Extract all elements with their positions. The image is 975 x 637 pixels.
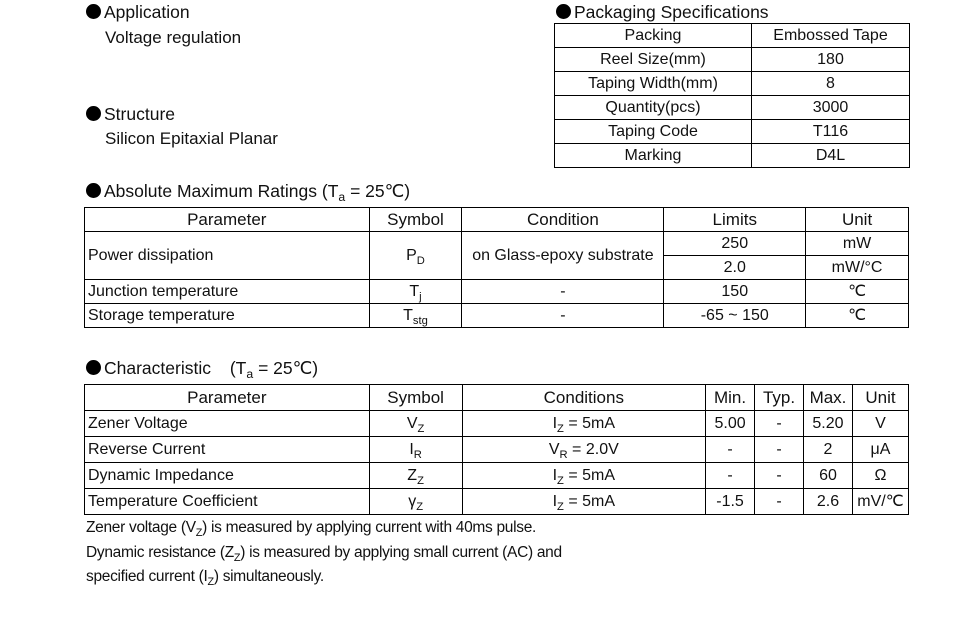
amr-symbol: $T_{stg}$ <box>369 304 462 328</box>
table-row <box>555 120 910 144</box>
char-header-min: Min. <box>706 385 755 411</box>
char-header-row <box>85 385 909 411</box>
char-unit: mV/℃ <box>852 489 908 515</box>
amr-condition-cell: on Glass-epoxy substrate <box>462 232 664 280</box>
amr-symbol: $P_D$ <box>369 232 462 280</box>
bullet-icon <box>556 4 571 19</box>
packaging-value: 8 <box>752 72 910 96</box>
char-header-symbol: Symbol <box>369 385 462 411</box>
char-typ: - <box>755 489 804 515</box>
amr-limit: 150 <box>664 280 806 304</box>
table-row <box>85 489 909 515</box>
char-conditions: $I_Z = 5mA$ <box>462 463 706 489</box>
char-header-unit: Unit <box>852 385 908 411</box>
amr-parameter: Junction temperature <box>85 280 370 304</box>
amr-parameter: Power dissipation <box>85 232 370 280</box>
packaging-table <box>554 23 910 168</box>
char-max: 60 <box>804 463 853 489</box>
packaging-label: Taping Width(mm) <box>555 72 752 96</box>
char-typ: - <box>755 437 804 463</box>
packaging-label: Packing <box>555 24 752 48</box>
char-typ: - <box>755 463 804 489</box>
amr-condition: ($T_a$ = 25℃) <box>321 181 411 204</box>
amr-unit: mW/°C <box>806 256 909 280</box>
table-row <box>85 411 909 437</box>
amr-symbol: $T_j$ <box>369 280 462 304</box>
char-min: - <box>706 463 755 489</box>
structure-heading: Structure <box>86 103 175 125</box>
notes <box>86 516 562 590</box>
char-conditions: $I_Z = 5mA$ <box>462 489 706 515</box>
char-heading: Characteristic ($T_a$ = 25℃) <box>86 357 318 379</box>
packaging-label: Taping Code <box>555 120 752 144</box>
char-header-max: Max. <box>804 385 853 411</box>
table-row <box>555 48 910 72</box>
amr-header-row <box>85 208 909 232</box>
amr-header-symbol: Symbol <box>369 208 462 232</box>
char-conditions: $V_R = 2.0V$ <box>462 437 706 463</box>
application-heading: Application <box>86 1 190 23</box>
char-symbol: $Z_Z$ <box>369 463 462 489</box>
char-symbol: $I_R$ <box>369 437 462 463</box>
char-min: -1.5 <box>706 489 755 515</box>
table-row <box>555 72 910 96</box>
char-typ: - <box>755 411 804 437</box>
amr-limit: 2.0 <box>664 256 806 280</box>
table-row <box>85 304 909 328</box>
char-parameter: Reverse Current <box>85 437 370 463</box>
table-row <box>555 144 910 168</box>
table-row <box>85 232 909 256</box>
packaging-heading: Packaging Specifications <box>556 1 769 23</box>
amr-unit: mW <box>806 232 909 256</box>
packaging-value: 3000 <box>752 96 910 120</box>
amr-header-condition: Condition <box>462 208 664 232</box>
char-symbol: $\gamma_Z$ <box>369 489 462 515</box>
bullet-icon <box>86 106 101 121</box>
amr-unit: ℃ <box>806 280 909 304</box>
char-condition: ($T_a$ = 25℃) <box>229 358 319 381</box>
char-unit: V <box>852 411 908 437</box>
char-min: - <box>706 437 755 463</box>
char-max: 2 <box>804 437 853 463</box>
amr-heading: Absolute Maximum Ratings ($T_a$ = 25℃) <box>86 180 410 202</box>
note-line: Zener voltage $(V_Z)$ is measured by applying current with 40ms pulse. <box>86 519 537 539</box>
bullet-icon <box>86 183 101 198</box>
amr-header-limits: Limits <box>664 208 806 232</box>
char-header-parameter: Parameter <box>85 385 370 411</box>
table-row <box>85 280 909 304</box>
char-max: 2.6 <box>804 489 853 515</box>
char-max: 5.20 <box>804 411 853 437</box>
application-text: Voltage regulation <box>105 28 242 47</box>
note-line: specified current $(I_Z)$ simultaneously. <box>86 568 324 588</box>
char-symbol: $V_Z$ <box>369 411 462 437</box>
table-row <box>555 24 910 48</box>
char-parameter: Temperature Coefficient <box>85 489 370 515</box>
amr-parameter: Storage temperature <box>85 304 370 328</box>
amr-unit: ℃ <box>806 304 909 328</box>
packaging-label: Reel Size(mm) <box>555 48 752 72</box>
amr-table <box>84 207 909 328</box>
char-min: 5.00 <box>706 411 755 437</box>
table-row <box>85 463 909 489</box>
packaging-value: T116 <box>752 120 910 144</box>
amr-header-unit: Unit <box>806 208 909 232</box>
amr-header-parameter: Parameter <box>85 208 370 232</box>
packaging-label: Marking <box>555 144 752 168</box>
packaging-value: 180 <box>752 48 910 72</box>
packaging-value: Embossed Tape <box>752 24 910 48</box>
char-parameter: Zener Voltage <box>85 411 370 437</box>
char-parameter: Dynamic Impedance <box>85 463 370 489</box>
char-table <box>84 384 909 515</box>
table-row <box>85 437 909 463</box>
char-header-typ: Typ. <box>755 385 804 411</box>
char-header-conditions: Conditions <box>462 385 706 411</box>
char-unit: μA <box>852 437 908 463</box>
packaging-value: D4L <box>752 144 910 168</box>
char-conditions: $I_Z = 5mA$ <box>462 411 706 437</box>
table-row <box>555 96 910 120</box>
note-line: Dynamic resistance $(Z_Z)$ is measured by applying small current (AC) and <box>86 543 562 564</box>
amr-condition-cell: - <box>462 304 664 328</box>
packaging-label: Quantity(pcs) <box>555 96 752 120</box>
amr-limit: 250 <box>664 232 806 256</box>
amr-limit: -65 ~ 150 <box>664 304 806 328</box>
char-unit: Ω <box>852 463 908 489</box>
bullet-icon <box>86 360 101 375</box>
amr-condition-cell: - <box>462 280 664 304</box>
bullet-icon <box>86 4 101 19</box>
structure-text: Silicon Epitaxial Planar <box>105 129 278 148</box>
